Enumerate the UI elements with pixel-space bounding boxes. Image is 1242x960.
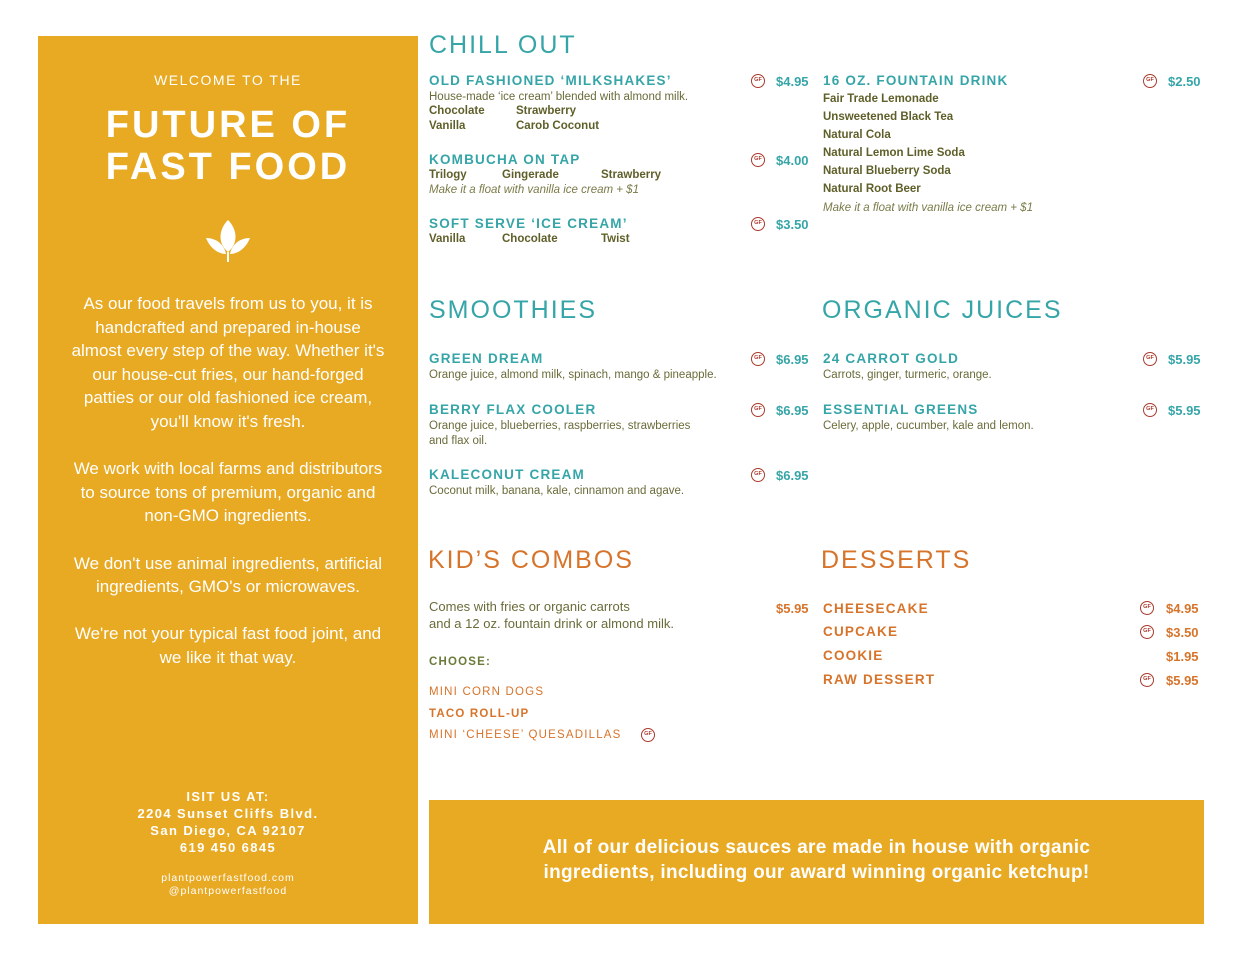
juice-price: $5.95 xyxy=(1168,352,1201,367)
juices-heading: ORGANIC JUICES xyxy=(822,296,1063,324)
smoothie-name: GREEN DREAM xyxy=(429,351,544,366)
gf-icon: GF xyxy=(1143,352,1157,366)
soft-serve-name: SOFT SERVE ‘ICE CREAM’ xyxy=(429,216,628,231)
smoothie-name: BERRY FLAX COOLER xyxy=(429,402,597,417)
dessert-price: $5.95 xyxy=(1166,673,1199,688)
fountain-option: Natural Cola xyxy=(823,129,891,141)
kids-desc: Comes with fries or organic carrots xyxy=(429,599,630,614)
gf-icon: GF xyxy=(1143,403,1157,417)
gf-icon: GF xyxy=(751,403,765,417)
welcome-text: WELCOME TO THE xyxy=(154,72,302,88)
gf-icon: GF xyxy=(751,217,765,231)
desserts-heading: DESSERTS xyxy=(821,546,972,574)
gf-icon: GF xyxy=(751,153,765,167)
welcome-panel xyxy=(38,36,418,924)
smoothie-desc: Orange juice, blueberries, raspberries, strawberries xyxy=(429,420,691,432)
smoothie-desc: Coconut milk, banana, kale, cinnamon and agave. xyxy=(429,485,685,497)
kombucha-option: Trilogy xyxy=(429,169,467,181)
kids-option: MINI ‘CHEESE’ QUESADILLAS xyxy=(429,729,622,741)
dessert-name: CUPCAKE xyxy=(823,624,899,639)
fountain-option: Natural Blueberry Soda xyxy=(823,165,951,177)
kids-option: MINI CORN DOGS xyxy=(429,686,545,698)
dessert-name: CHEESECAKE xyxy=(823,601,929,616)
smoothie-price: $6.95 xyxy=(776,403,809,418)
dessert-price: $1.95 xyxy=(1166,649,1199,664)
juice-desc: Celery, apple, cucumber, kale and lemon. xyxy=(823,420,1034,432)
kids-heading: KID’S COMBOS xyxy=(428,546,634,574)
gf-icon: GF xyxy=(1140,625,1154,639)
kombucha-name: KOMBUCHA ON TAP xyxy=(429,152,581,167)
kombucha-price: $4.00 xyxy=(776,153,809,168)
leaf-icon xyxy=(204,218,252,264)
fountain-option: Natural Lemon Lime Soda xyxy=(823,147,965,159)
fountain-option: Natural Root Beer xyxy=(823,183,921,195)
smoothie-price: $6.95 xyxy=(776,468,809,483)
address-line-1: 2204 Sunset Cliffs Blvd. xyxy=(137,806,319,821)
kids-desc: and a 12 oz. fountain drink or almond milk. xyxy=(429,616,674,631)
fountain-option: Fair Trade Lemonade xyxy=(823,93,939,105)
intro-paragraph: As our food travels from us to you, it is handcrafted and prepared in-house almost every step of the way. Whether it's our house-cut fries, our hand-forged patties or our old fashioned ice cream, you'll know it's fresh. xyxy=(71,294,385,431)
kids-price: $5.95 xyxy=(776,601,809,616)
visit-block xyxy=(38,788,418,856)
soft-serve-option: Chocolate xyxy=(502,233,558,245)
smoothie-price: $6.95 xyxy=(776,352,809,367)
milkshakes-price: $4.95 xyxy=(776,74,809,89)
milkshakes-option: Carob Coconut xyxy=(516,120,600,132)
dessert-name: RAW DESSERT xyxy=(823,672,936,687)
smoothie-name: KALECONUT CREAM xyxy=(429,467,585,482)
web-block xyxy=(38,872,418,898)
dessert-price: $3.50 xyxy=(1166,625,1199,640)
address-line-2: San Diego, CA 92107 xyxy=(150,823,306,838)
intro-paragraph: We're not your typical fast food joint, and we like it that way. xyxy=(74,624,382,667)
sauces-banner xyxy=(429,800,1204,924)
visit-label: ISIT US AT: xyxy=(186,789,270,804)
fountain-name: 16 OZ. FOUNTAIN DRINK xyxy=(823,73,1009,88)
juice-name: ESSENTIAL GREENS xyxy=(823,402,979,417)
milkshakes-desc: House-made ‘ice cream’ blended with almond milk. xyxy=(429,91,689,103)
fountain-price: $2.50 xyxy=(1168,74,1201,89)
juice-name: 24 CARROT GOLD xyxy=(823,351,960,366)
gf-icon: GF xyxy=(1143,74,1157,88)
intro-text xyxy=(68,292,388,693)
soft-serve-option: Vanilla xyxy=(429,233,466,245)
intro-paragraph: We work with local farms and distributors to source tons of premium, organic and non-GMO ingredients. xyxy=(73,459,383,526)
juice-price: $5.95 xyxy=(1168,403,1201,418)
website-link[interactable]: plantpowerfastfood.com xyxy=(161,872,295,884)
phone-number: 619 450 6845 xyxy=(179,840,277,855)
kombucha-option: Strawberry xyxy=(601,169,662,181)
fountain-note: Make it a float with vanilla ice cream + $1 xyxy=(823,202,1033,214)
dessert-price: $4.95 xyxy=(1166,601,1199,616)
dessert-name: COOKIE xyxy=(823,648,884,663)
chill-out-heading: CHILL OUT xyxy=(429,31,577,59)
gf-icon: GF xyxy=(751,468,765,482)
kids-choose-label: CHOOSE: xyxy=(429,656,492,668)
milkshakes-name: OLD FASHIONED ‘MILKSHAKES’ xyxy=(429,73,672,88)
banner-line-2: ingredients, including our award winning organic ketchup! xyxy=(543,862,1090,883)
kombucha-option: Gingerade xyxy=(502,169,559,181)
smoothie-desc: Orange juice, almond milk, spinach, mango & pineapple. xyxy=(429,369,717,381)
kids-option: TACO ROLL-UP xyxy=(429,708,530,720)
title-line-1: FUTURE OF xyxy=(105,104,351,146)
milkshakes-option: Vanilla xyxy=(429,120,466,132)
title-line-2: FAST FOOD xyxy=(105,146,351,188)
gf-icon: GF xyxy=(751,74,765,88)
social-handle[interactable]: @plantpowerfastfood xyxy=(168,885,288,897)
smoothies-heading: SMOOTHIES xyxy=(429,296,598,324)
milkshakes-option: Chocolate xyxy=(429,105,485,117)
gf-icon: GF xyxy=(1140,601,1154,615)
milkshakes-option: Strawberry xyxy=(516,105,577,117)
gf-icon: GF xyxy=(1140,673,1154,687)
fountain-option: Unsweetened Black Tea xyxy=(823,111,954,123)
banner-line-1: All of our delicious sauces are made in house with organic xyxy=(542,837,1091,858)
soft-serve-option: Twist xyxy=(601,233,630,245)
juice-desc: Carrots, ginger, turmeric, orange. xyxy=(823,369,992,381)
soft-serve-price: $3.50 xyxy=(776,217,809,232)
kombucha-note: Make it a float with vanilla ice cream + $1 xyxy=(429,184,639,196)
smoothie-desc: and flax oil. xyxy=(429,435,488,447)
gf-icon: GF xyxy=(751,352,765,366)
intro-paragraph: We don't use animal ingredients, artificial ingredients, GMO's or microwaves. xyxy=(73,553,383,597)
gf-icon: GF xyxy=(641,728,655,742)
page-title xyxy=(38,104,418,188)
